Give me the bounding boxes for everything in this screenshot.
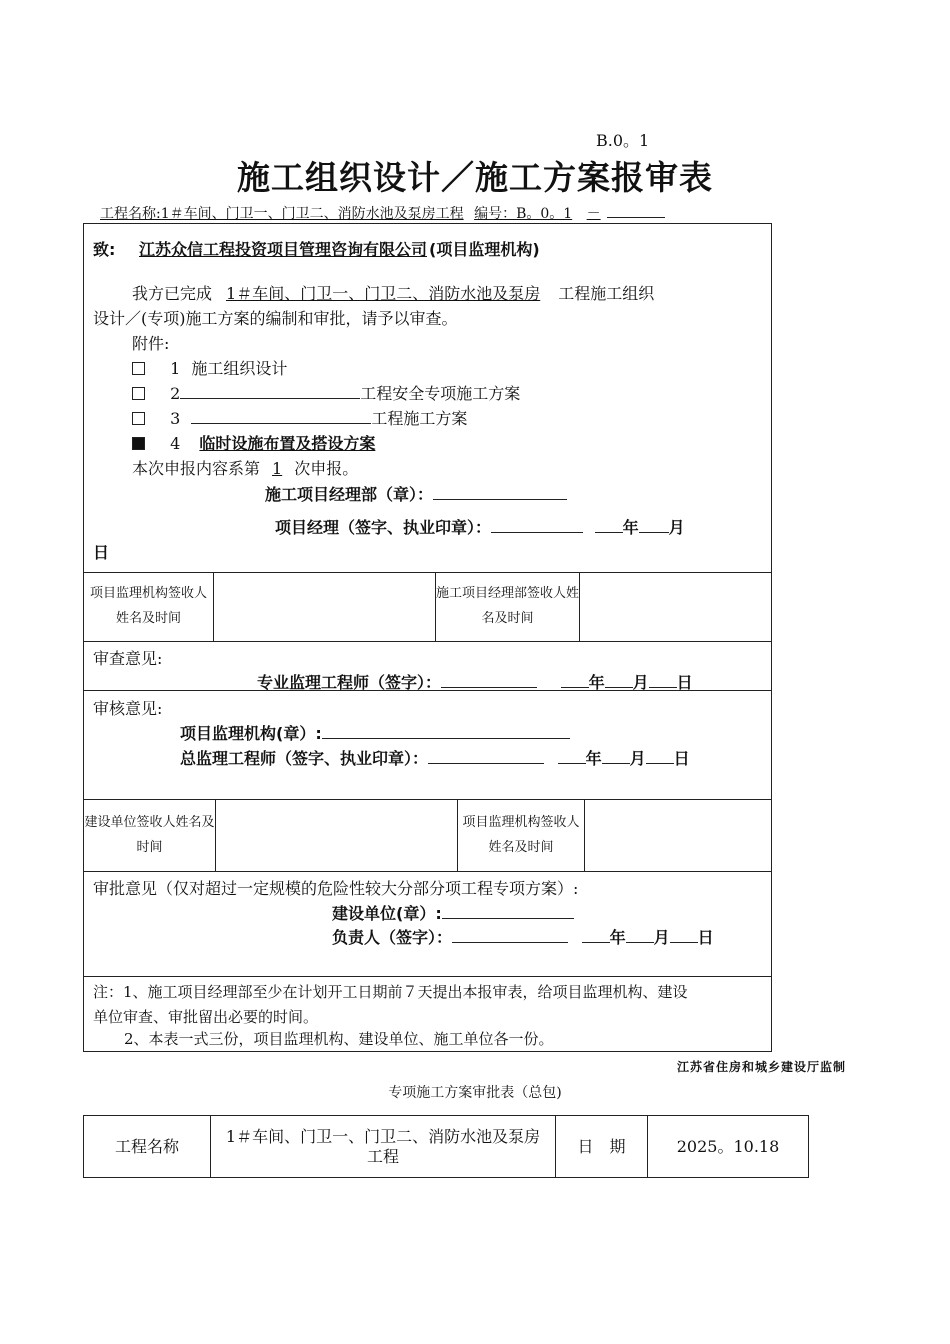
- approval-summary-table: [83, 1115, 809, 1178]
- review-month-blank[interactable]: [605, 673, 633, 688]
- attachment-4-text: 临时设施布置及搭设方案: [199, 434, 376, 453]
- approval-sign-blank[interactable]: [452, 928, 568, 943]
- form-title: 施工组织设计／施工方案报审表: [237, 158, 713, 197]
- project-name-label-cell: 工程名称: [114, 1136, 179, 1156]
- manager-month: 月: [668, 518, 685, 537]
- checkbox-1[interactable]: [132, 362, 145, 375]
- attachment-4[interactable]: [132, 431, 375, 454]
- approval-month-blank[interactable]: [626, 928, 654, 943]
- attachment-2[interactable]: [132, 381, 520, 404]
- audit-day: 日: [673, 749, 690, 768]
- completion-pre: 我方已完成: [132, 284, 213, 303]
- date-label-cell: 日 期: [555, 1116, 647, 1177]
- review-year: 年: [588, 673, 605, 692]
- checkbox-4[interactable]: [132, 437, 145, 450]
- review-label: 审查意见:: [93, 649, 163, 668]
- manager-sign-label: 项目经理（签字、执业印章）：: [275, 518, 492, 537]
- form-code: B.0。1: [596, 131, 650, 150]
- attachment-1-num: 1: [170, 359, 181, 378]
- review-day-blank[interactable]: [649, 673, 677, 688]
- receipt2-left-value[interactable]: [216, 800, 456, 870]
- audit-sign-blank[interactable]: [428, 749, 544, 764]
- form-number-tail: －: [586, 206, 601, 222]
- audit-sign-line: [180, 746, 690, 769]
- form-number: 编号：B。0。1: [474, 206, 573, 222]
- completed-project: 1＃车间、门卫一、门卫二、消防水池及泵房: [226, 284, 541, 303]
- submission-form: [83, 223, 772, 1052]
- attachments-label: 附件:: [132, 334, 170, 353]
- audit-month-blank[interactable]: [602, 749, 630, 764]
- approval-stamp-blank[interactable]: [442, 904, 574, 919]
- dept-stamp-label: 施工项目经理部（章）：: [265, 485, 434, 504]
- manager-sign-blank[interactable]: [491, 518, 583, 533]
- attachment-1-text: 施工组织设计: [191, 359, 288, 378]
- review-month: 月: [632, 673, 649, 692]
- audit-month: 月: [629, 749, 646, 768]
- submission-post: 次申报。: [294, 459, 359, 478]
- attachment-3-num: 3: [170, 409, 181, 428]
- receipt2-right-label: 项目监理机构签收人姓名及时间: [462, 815, 580, 855]
- audit-stamp-blank[interactable]: [322, 724, 570, 739]
- project-name-value-cell: 1＃车间、门卫一、门卫二、消防水池及泵房工程: [210, 1116, 555, 1177]
- completion-line-2: 设计／(专项)施工方案的编制和审批，请予以审查。: [93, 309, 458, 328]
- approval-stamp-label: 建设单位(章）:: [332, 904, 442, 923]
- addressee-prefix: 致:: [93, 240, 116, 259]
- submission-count-line: [132, 456, 358, 479]
- supervisor-suffix: (项目监理机构): [429, 240, 540, 259]
- approval-year-blank[interactable]: [582, 928, 610, 943]
- approval-month: 月: [653, 928, 670, 947]
- manager-sign-line: [275, 515, 685, 538]
- attachment-2-blank[interactable]: [180, 384, 360, 399]
- audit-sign-label: 总监理工程师（签字、执业印章）：: [180, 749, 429, 768]
- attachment-1[interactable]: [132, 356, 287, 379]
- audit-stamp-label: 项目监理机构(章）:: [180, 724, 322, 743]
- issuer-label: 江苏省住房和城乡建设厅监制: [676, 1060, 846, 1074]
- checkbox-2[interactable]: [132, 387, 145, 400]
- approval-sign-line: [332, 925, 714, 948]
- audit-year: 年: [585, 749, 602, 768]
- attachment-4-num: 4: [170, 434, 181, 453]
- review-year-blank[interactable]: [561, 673, 589, 688]
- completion-line: [132, 281, 654, 304]
- attachment-2-text: 工程安全专项施工方案: [360, 384, 521, 403]
- approval-day-blank[interactable]: [670, 928, 698, 943]
- approval-year: 年: [609, 928, 626, 947]
- audit-label: 审核意见:: [93, 699, 163, 718]
- attachment-3-text: 工程施工方案: [371, 409, 468, 428]
- manager-year: 年: [622, 518, 639, 537]
- approval-sign-label: 负责人（签字）：: [332, 928, 453, 947]
- submission-pre: 本次申报内容系第: [132, 459, 261, 478]
- attachment-3-blank[interactable]: [191, 409, 371, 424]
- dept-stamp-blank[interactable]: [433, 485, 567, 500]
- approval-label: 审批意见（仅对超过一定规模的危险性较大分部分项工程专项方案）:: [93, 879, 579, 898]
- manager-year-blank[interactable]: [595, 518, 623, 533]
- review-sign-label: 专业监理工程师（签字）：: [257, 673, 442, 692]
- receipt1-left-label: 项目监理机构签收人姓名及时间: [89, 586, 207, 626]
- submission-count: 1: [272, 459, 283, 478]
- form-number-blank[interactable]: [607, 203, 665, 218]
- checkbox-3[interactable]: [132, 412, 145, 425]
- review-day: 日: [676, 673, 693, 692]
- receipt2-right-value[interactable]: [585, 800, 771, 870]
- audit-stamp-line: [180, 721, 570, 744]
- approval-table-title: 专项施工方案审批表（总包): [388, 1085, 562, 1101]
- approval-day: 日: [697, 928, 714, 947]
- audit-year-blank[interactable]: [558, 749, 586, 764]
- dept-stamp-line: [265, 482, 567, 505]
- note-line-2: 单位审查、审批留出必要的时间。: [93, 1008, 319, 1026]
- note-line-3: 2、本表一式三份，项目监理机构、建设单位、施工单位各一份。: [124, 1030, 554, 1048]
- project-name-label: 工程名称:1＃车间、门卫一、门卫二、消防水池及泵房工程: [100, 206, 464, 222]
- project-line: [100, 203, 665, 223]
- review-sign-blank[interactable]: [441, 673, 537, 688]
- manager-day: 日: [93, 543, 110, 562]
- completion-post: 工程施工组织: [558, 284, 655, 303]
- manager-month-blank[interactable]: [639, 518, 669, 533]
- audit-day-blank[interactable]: [646, 749, 674, 764]
- date-value-cell: 2025。10.18: [647, 1116, 808, 1177]
- addressee-line: [93, 237, 540, 260]
- receipt1-right-value[interactable]: [580, 573, 770, 640]
- attachment-2-num: 2: [170, 384, 181, 403]
- supervisor-org: 江苏众信工程投资项目管理咨询有限公司: [138, 240, 427, 259]
- approval-stamp-line: [332, 901, 574, 924]
- attachment-3[interactable]: [132, 406, 467, 429]
- receipt2-left-label: 建设单位签收人姓名及时间: [84, 815, 215, 855]
- receipt1-left-value[interactable]: [214, 573, 434, 640]
- note-line-1: 注：1、施工项目经理部至少在计划开工日期前７天提出本报审表，给项目监理机构、建设: [93, 983, 688, 1001]
- receipt1-right-label: 施工项目经理部签收人姓名及时间: [436, 586, 580, 626]
